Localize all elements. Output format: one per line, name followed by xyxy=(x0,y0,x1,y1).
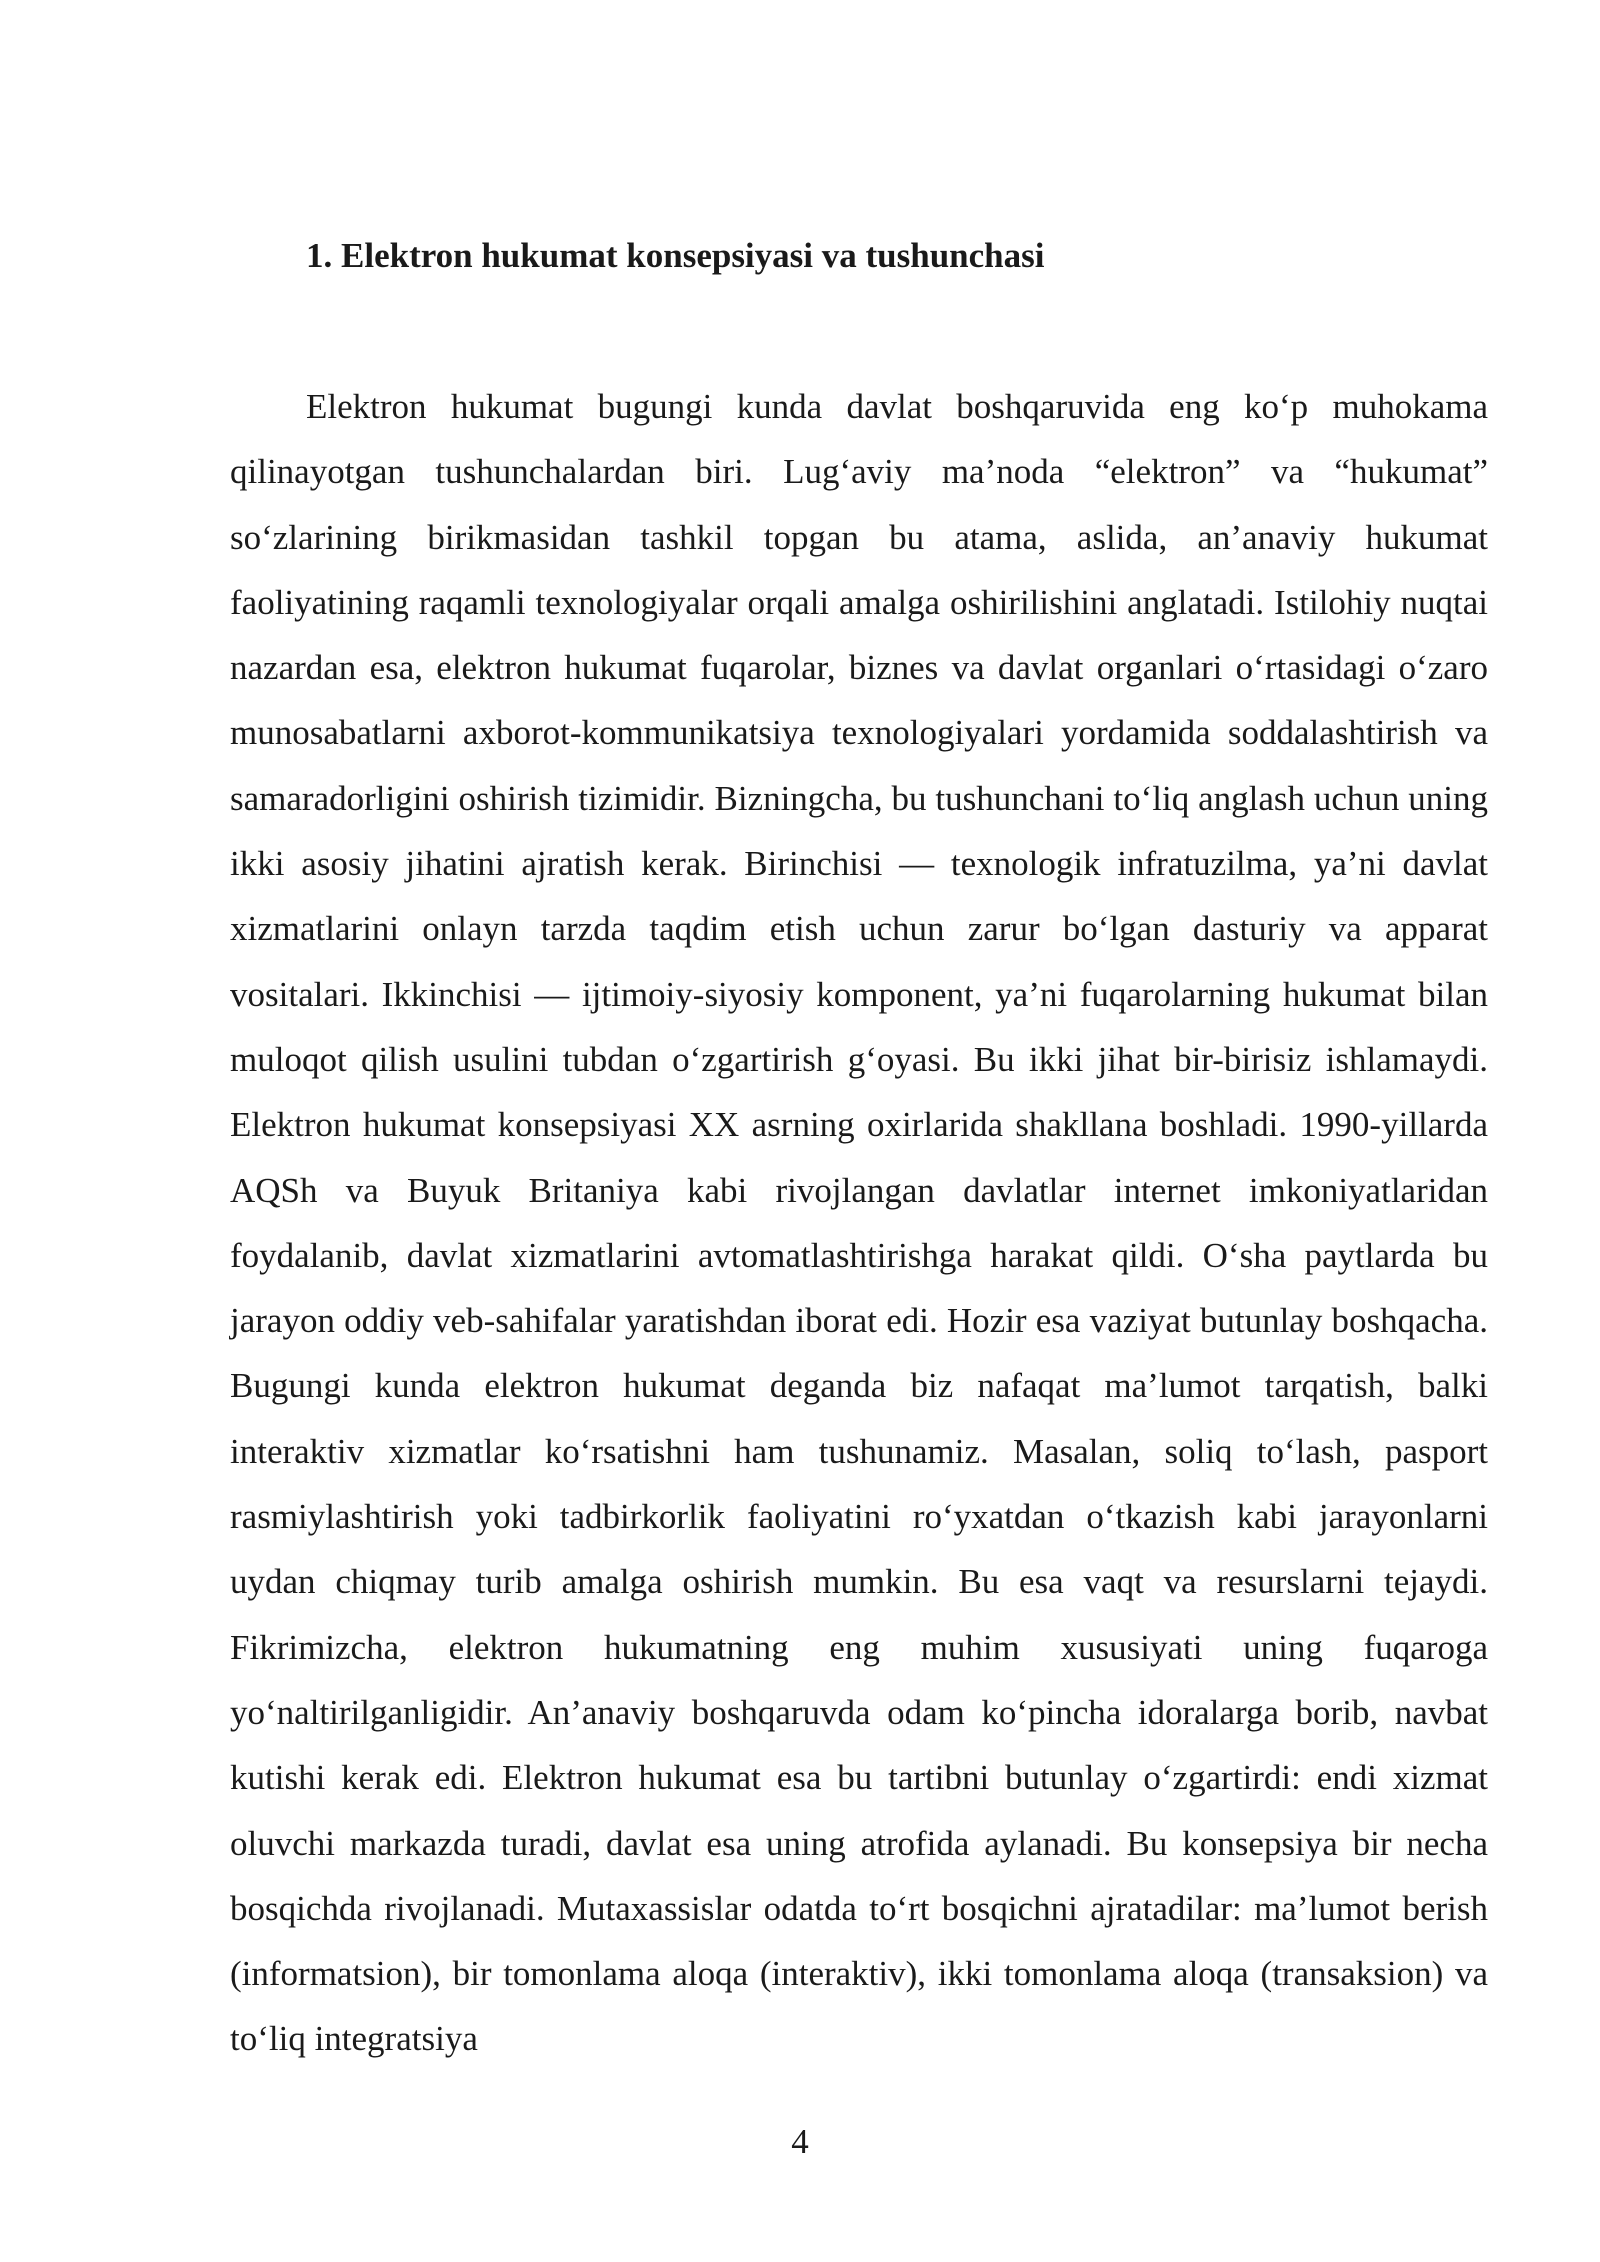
section-heading: 1. Elektron hukumat konsepsiyasi va tushunchasi xyxy=(306,236,1045,275)
page-number: 4 xyxy=(791,2122,809,2161)
body-paragraph: Elektron hukumat bugungi kunda davlat boshqaruvida eng ko‘p muhokama qilinayotgan tushunchalardan biri. Lug‘aviy ma’noda “elektron” va “hukumat” so‘zlarining birikmasidan tashkil topgan bu atama, aslida, an’anaviy hukumat faoliyatining raqamli texnologiyalar orqali amalga oshirilishini anglatadi. Istilohiy nuqtai nazardan esa, elektron hukumat fuqarolar, biznes va davlat organlari o‘rtasidagi o‘zaro munosabatlarni axborot-kommunikatsiya texnologiyalari yordamida soddalashtirish va samaradorligini oshirish tizimidir. Bizningcha, bu tushunchani to‘liq anglash uchun uning ikki asosiy jihatini ajratish kerak. Birinchisi — texnologik infratuzilma, ya’ni davlat xizmatlarini onlayn tarzda taqdim etish uchun zarur bo‘lgan dasturiy va apparat vositalari. Ikkinchisi — ijtimoiy-siyosiy komponent, ya’ni fuqarolarning hukumat bilan muloqot qilish usulini tubdan o‘zgartirish g‘oyasi. Bu ikki jihat bir-birisiz ishlamaydi. Elektron hukumat konsepsiyasi XX asrning oxirlarida shakllana boshladi. 1990-yillarda AQSh va Buyuk Britaniya kabi rivojlangan davlatlar internet imkoniyatlaridan foydalanib, davlat xizmatlarini avtomatlashtirishga harakat qildi. O‘sha paytlarda bu jarayon oddiy veb-sahifalar yaratishdan iborat edi. Hozir esa vaziyat butunlay boshqacha. Bugungi kunda elektron hukumat deganda biz nafaqat ma’lumot tarqatish, balki interaktiv xizmatlar ko‘rsatishni ham tushunamiz. Masalan, soliq to‘lash, pasport rasmiylashtirish yoki tadbirkorlik faoliyatini ro‘yxatdan o‘tkazish kabi jarayonlarni uydan chiqmay turib amalga oshirish mumkin. Bu esa vaqt va resurslarni tejaydi. Fikrimizcha, elektron hukumatning eng muhim xususiyati uning fuqaroga yo‘naltirilganligidir. An’anaviy boshqaruvda odam ko‘pincha idoralarga borib, navbat kutishi kerak edi. Elektron hukumat esa bu tartibni butunlay o‘zgartirdi: endi xizmat oluvchi markazda turadi, davlat esa uning atrofida aylanadi. Bu konsepsiya bir necha bosqichda rivojlanadi. Mutaxassislar odatda to‘rt bosqichni ajratadilar: ma’lumot berish (informatsion), bir tomonlama aloqa (interaktiv), ikki tomonlama aloqa (transaksion) va to‘liq integratsiya xyxy=(230,387,1488,2059)
